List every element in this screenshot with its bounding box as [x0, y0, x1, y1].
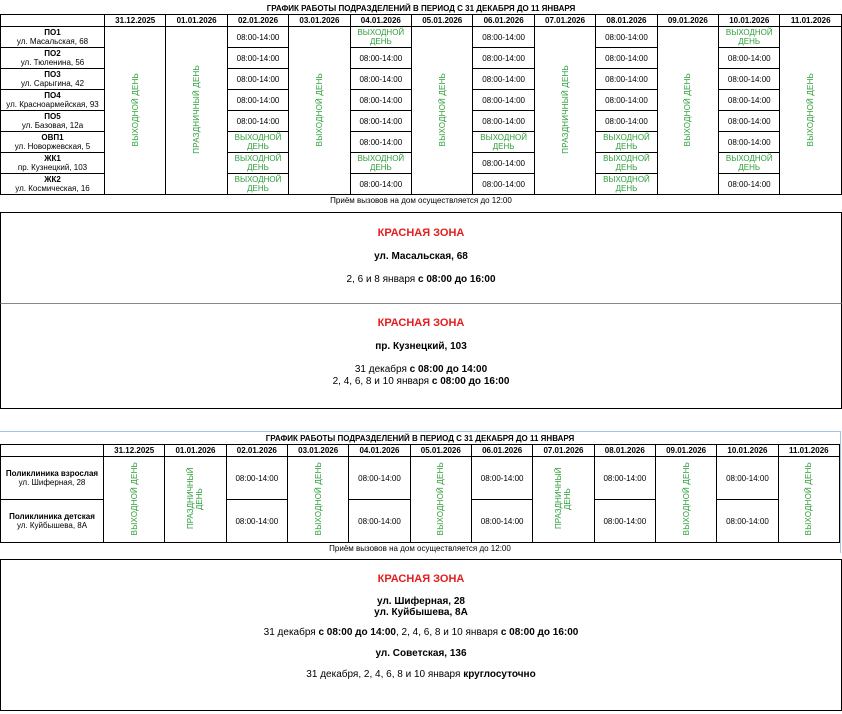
- day-off-label: ВЫХОДНОЙ ДЕНЬ: [437, 72, 447, 147]
- working-hours-cell: 08:00-14:00: [473, 69, 534, 90]
- schedule-table-2: [0, 431, 841, 553]
- working-hours-cell: 08:00-14:00: [596, 48, 657, 69]
- red-zone-address-2: пр. Кузнецкий, 103: [375, 341, 467, 352]
- holiday-label: ПРАЗДНИЧНЫЙ ДЕНЬ: [554, 466, 573, 529]
- red-zone-title-2: КРАСНАЯ ЗОНА: [377, 317, 465, 329]
- working-hours-cell: 08:00-14:00: [596, 27, 657, 48]
- hours-time: с 08:00 до 14:00: [318, 627, 396, 638]
- red-zone-panel-2: [0, 303, 842, 409]
- red-zone-title-1: КРАСНАЯ ЗОНА: [377, 227, 465, 239]
- schedule-title-1: ГРАФИК РАБОТЫ ПОДРАЗДЕЛЕНИЙ В ПЕРИОД С 31 ДЕКАБРЯ ДО 11 ЯНВАРЯ: [1, 2, 842, 15]
- day-off-label: ВЫХОДНОЙ ДЕНЬ: [804, 461, 814, 536]
- working-hours-cell: 08:00-14:00: [717, 500, 778, 543]
- schedule-table-1: [0, 2, 842, 205]
- department-name: ПО4: [44, 91, 61, 100]
- department-name: ЖК2: [44, 175, 61, 184]
- date-header-row-2: [1, 445, 840, 457]
- working-hours-cell: 08:00-14:00: [473, 111, 534, 132]
- department-address: ул. Базовая, 12а: [21, 121, 84, 130]
- department-cell: [1, 48, 105, 69]
- holiday-label: ПРАЗДНИЧНЫЙ ДЕНЬ: [192, 65, 202, 154]
- working-hours-cell: 08:00-14:00: [227, 90, 288, 111]
- day-off-column: [410, 457, 471, 543]
- department-address: ул. Масальская, 68: [16, 37, 89, 46]
- date-header-cell: 08.01.2026: [594, 445, 655, 457]
- department-name: ПО1: [44, 28, 61, 37]
- day-off-cell: ВЫХОДНОЙ ДЕНЬ: [596, 153, 657, 174]
- working-hours-cell: 08:00-14:00: [473, 48, 534, 69]
- day-off-cell: ВЫХОДНОЙ ДЕНЬ: [596, 174, 657, 195]
- department-address: ул. Красноармейская, 93: [6, 100, 99, 109]
- day-off-column: [657, 27, 718, 195]
- hours-time: с 08:00 до 16:00: [418, 274, 496, 285]
- day-off-label: ВЫХОДНОЙ ДЕНЬ: [683, 72, 693, 147]
- department-address: ул. Тюленина, 56: [20, 58, 85, 67]
- date-header-cell: 07.01.2026: [534, 15, 595, 27]
- department-name: Поликлиника детская: [9, 512, 95, 521]
- working-hours-cell: 08:00-14:00: [471, 457, 532, 500]
- working-hours-cell: 08:00-14:00: [350, 48, 411, 69]
- day-off-column: [780, 27, 842, 195]
- date-header-cell: 04.01.2026: [349, 445, 410, 457]
- department-name: ОВП1: [41, 133, 64, 142]
- date-header-cell: 02.01.2026: [227, 15, 288, 27]
- day-off-label: ВЫХОДНОЙ ДЕНЬ: [130, 72, 140, 147]
- date-header-cell: 09.01.2026: [655, 445, 716, 457]
- date-header-cell: 02.01.2026: [226, 445, 287, 457]
- department-cell: [1, 90, 105, 111]
- schedule-title-2: ГРАФИК РАБОТЫ ПОДРАЗДЕЛЕНИЙ В ПЕРИОД С 31 ДЕКАБРЯ ДО 11 ЯНВАРЯ: [1, 432, 840, 445]
- working-hours-cell: 08:00-14:00: [719, 48, 780, 69]
- working-hours-cell: 08:00-14:00: [349, 500, 410, 543]
- date-header-cell: 05.01.2026: [410, 445, 471, 457]
- red-zone-title-3: КРАСНАЯ ЗОНА: [377, 573, 465, 585]
- day-off-label: ВЫХОДНОЙ ДЕНЬ: [314, 72, 324, 147]
- day-off-cell: ВЫХОДНОЙ ДЕНЬ: [719, 153, 780, 174]
- date-header-cell: 01.01.2026: [165, 445, 226, 457]
- department-address: ул. Куйбышева, 8А: [16, 521, 88, 530]
- date-header-cell: 31.12.2025: [104, 445, 165, 457]
- working-hours-cell: 08:00-14:00: [350, 174, 411, 195]
- red-zone-panel-3: [0, 559, 842, 711]
- date-header-cell: 10.01.2026: [717, 445, 778, 457]
- working-hours-cell: 08:00-14:00: [350, 90, 411, 111]
- department-cell: [1, 500, 104, 543]
- department-name: ПО5: [44, 112, 61, 121]
- hours-time: с 08:00 до 16:00: [500, 627, 579, 638]
- department-address: ул. Сарыгина, 42: [20, 79, 85, 88]
- red-zone-hours-3: [1, 627, 841, 638]
- working-hours-cell: 08:00-14:00: [473, 153, 534, 174]
- working-hours-cell: 08:00-14:00: [473, 174, 534, 195]
- department-cell: [1, 27, 105, 48]
- department-cell: [1, 132, 105, 153]
- holiday-label: ПРАЗДНИЧНЫЙ ДЕНЬ: [186, 466, 205, 529]
- date-header-row: [1, 15, 842, 27]
- date-header-cell: 06.01.2026: [471, 445, 532, 457]
- day-off-cell: ВЫХОДНОЙ ДЕНЬ: [350, 153, 411, 174]
- department-name: ЖК1: [44, 154, 61, 163]
- day-off-cell: ВЫХОДНОЙ ДЕНЬ: [719, 27, 780, 48]
- hours-days: 2, 4, 6, 8 и 10 января: [332, 376, 432, 387]
- day-off-label: ВЫХОДНОЙ ДЕНЬ: [806, 72, 816, 147]
- department-row: [1, 457, 840, 500]
- department-name: Поликлиника взрослая: [5, 469, 99, 478]
- department-address: ул. Космическая, 16: [15, 184, 90, 193]
- date-header-cell: 04.01.2026: [350, 15, 411, 27]
- house-call-note-2: Приём вызовов на дом осуществляется до 12:00: [329, 543, 511, 553]
- department-cell: [1, 153, 105, 174]
- holiday-column: [534, 27, 595, 195]
- day-off-cell: ВЫХОДНОЙ ДЕНЬ: [227, 174, 288, 195]
- holiday-column: [533, 457, 594, 543]
- working-hours-cell: 08:00-14:00: [227, 111, 288, 132]
- hours-time: круглосуточно: [463, 669, 536, 680]
- date-header-cell: 09.01.2026: [657, 15, 718, 27]
- date-header-cell: 03.01.2026: [289, 15, 350, 27]
- red-zone-hours-1: [1, 274, 841, 285]
- day-off-label: ВЫХОДНОЙ ДЕНЬ: [436, 461, 446, 536]
- day-off-column: [287, 457, 348, 543]
- day-off-cell: ВЫХОДНОЙ ДЕНЬ: [596, 132, 657, 153]
- day-off-column: [289, 27, 350, 195]
- working-hours-cell: 08:00-14:00: [719, 90, 780, 111]
- red-zone-hours-2a: [1, 364, 841, 375]
- holiday-column: [165, 457, 226, 543]
- date-header-cell: 06.01.2026: [473, 15, 534, 27]
- department-cell: [1, 69, 105, 90]
- date-header-cell: 11.01.2026: [780, 15, 842, 27]
- working-hours-cell: 08:00-14:00: [350, 111, 411, 132]
- department-address: ул. Новоржевская, 5: [14, 142, 91, 151]
- working-hours-cell: 08:00-14:00: [471, 500, 532, 543]
- corner-cell: [1, 15, 105, 27]
- red-zone-address-3a: ул. Шиферная, 28: [377, 596, 465, 607]
- day-off-cell: ВЫХОДНОЙ ДЕНЬ: [227, 153, 288, 174]
- working-hours-cell: 08:00-14:00: [719, 174, 780, 195]
- date-header-cell: 08.01.2026: [596, 15, 657, 27]
- department-cell: [1, 457, 104, 500]
- hours-days: 2, 6 и 8 января: [346, 274, 418, 285]
- day-off-cell: ВЫХОДНОЙ ДЕНЬ: [350, 27, 411, 48]
- working-hours-cell: 08:00-14:00: [473, 27, 534, 48]
- working-hours-cell: 08:00-14:00: [350, 132, 411, 153]
- working-hours-cell: 08:00-14:00: [227, 69, 288, 90]
- schedule-grid-1: [0, 2, 842, 205]
- day-off-label: ВЫХОДНОЙ ДЕНЬ: [313, 461, 323, 536]
- working-hours-cell: 08:00-14:00: [596, 111, 657, 132]
- house-call-note-1: Приём вызовов на дом осуществляется до 12:00: [330, 195, 512, 205]
- department-name: ПО2: [44, 49, 61, 58]
- day-off-cell: ВЫХОДНОЙ ДЕНЬ: [473, 132, 534, 153]
- day-off-column: [104, 457, 165, 543]
- hours-days: 31 декабря: [354, 364, 410, 375]
- working-hours-cell: 08:00-14:00: [719, 132, 780, 153]
- working-hours-cell: 08:00-14:00: [594, 457, 655, 500]
- working-hours-cell: 08:00-14:00: [719, 111, 780, 132]
- day-off-column: [778, 457, 839, 543]
- date-header-cell: 10.01.2026: [719, 15, 780, 27]
- department-address: ул. Шиферная, 28: [18, 478, 86, 487]
- date-header-cell: 05.01.2026: [412, 15, 473, 27]
- day-off-column: [105, 27, 166, 195]
- hours-days: 31 декабря: [263, 627, 319, 638]
- department-name: ПО3: [44, 70, 61, 79]
- hours-days: , 2, 4, 6, 8 и 10 января: [395, 627, 501, 638]
- red-zone-hours-2b: [1, 376, 841, 387]
- working-hours-cell: 08:00-14:00: [227, 27, 288, 48]
- date-header-cell: 31.12.2025: [105, 15, 166, 27]
- working-hours-cell: 08:00-14:00: [719, 69, 780, 90]
- department-address: пр. Кузнецкий, 103: [17, 163, 88, 172]
- holiday-column: [166, 27, 227, 195]
- date-header-cell: 01.01.2026: [166, 15, 227, 27]
- working-hours-cell: 08:00-14:00: [349, 457, 410, 500]
- department-cell: [1, 174, 105, 195]
- working-hours-cell: 08:00-14:00: [226, 457, 287, 500]
- hours-time: с 08:00 до 16:00: [431, 376, 510, 387]
- red-zone-address-3c: ул. Советская, 136: [375, 648, 467, 659]
- working-hours-cell: 08:00-14:00: [350, 69, 411, 90]
- department-cell: [1, 111, 105, 132]
- working-hours-cell: 08:00-14:00: [596, 90, 657, 111]
- day-off-column: [655, 457, 716, 543]
- schedule-grid-2: [0, 432, 840, 553]
- working-hours-cell: 08:00-14:00: [717, 457, 778, 500]
- red-zone-address-3b: ул. Куйбышева, 8А: [374, 607, 468, 618]
- date-header-cell: 11.01.2026: [778, 445, 839, 457]
- holiday-label: ПРАЗДНИЧНЫЙ ДЕНЬ: [560, 65, 570, 154]
- red-zone-panel-1: [0, 212, 842, 305]
- date-header-cell: 07.01.2026: [533, 445, 594, 457]
- department-row: [1, 27, 842, 48]
- working-hours-cell: 08:00-14:00: [473, 90, 534, 111]
- red-zone-hours-3b: [1, 669, 841, 680]
- red-zone-address-1: ул. Масальская, 68: [374, 251, 468, 262]
- corner-cell-2: [1, 445, 104, 457]
- day-off-label: ВЫХОДНОЙ ДЕНЬ: [681, 461, 691, 536]
- working-hours-cell: 08:00-14:00: [226, 500, 287, 543]
- day-off-label: ВЫХОДНОЙ ДЕНЬ: [129, 461, 139, 536]
- day-off-cell: ВЫХОДНОЙ ДЕНЬ: [227, 132, 288, 153]
- working-hours-cell: 08:00-14:00: [594, 500, 655, 543]
- hours-time: с 08:00 до 14:00: [409, 364, 488, 375]
- date-header-cell: 03.01.2026: [287, 445, 348, 457]
- hours-days: 31 декабря, 2, 4, 6, 8 и 10 января: [306, 669, 464, 680]
- working-hours-cell: 08:00-14:00: [596, 69, 657, 90]
- day-off-column: [412, 27, 473, 195]
- working-hours-cell: 08:00-14:00: [227, 48, 288, 69]
